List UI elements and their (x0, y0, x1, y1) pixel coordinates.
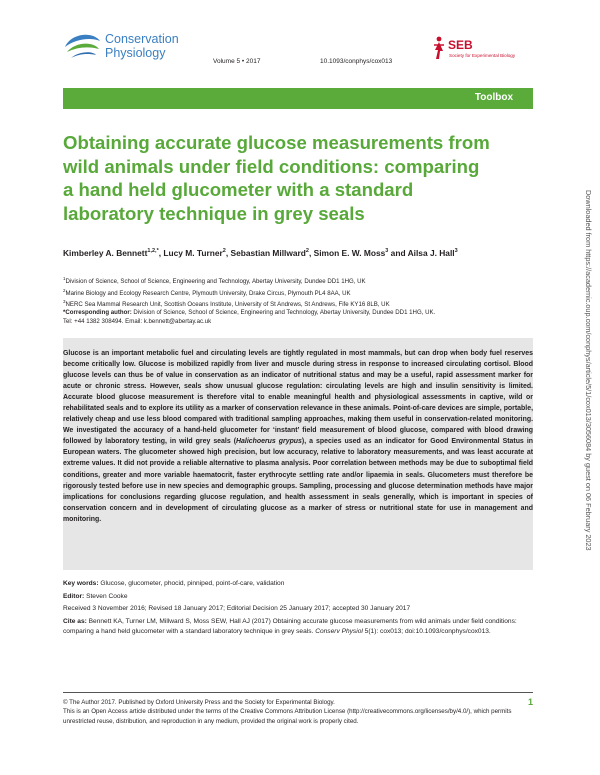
keywords-label: Key words: (63, 580, 99, 587)
seb-figure-icon (432, 36, 446, 60)
affiliations (63, 275, 533, 310)
title-line: Obtaining accurate glucose measurements from (63, 132, 490, 153)
affiliation: $^1$Division of Science, School of Science, Engineering and Technology, Abertay University, Dundee DD1 1HG, UK (63, 276, 366, 286)
affiliation: $^2$Marine Biology and Ecology Research Centre, Plymouth University, Drake Circus, Plymouth PL4 8AA, UK (63, 287, 351, 297)
title-line: laboratory technique in grey seals (63, 202, 365, 224)
author-list: Kimberley A. Bennett$^{1,2,*}$, Lucy M. Turner$^2$, Sebastian Millward$^2$, Simon E. W. Moss$^3$ and Ailsa J. Hall$^3$ (63, 248, 458, 258)
seb-name: Society for Experimental Biology (449, 53, 516, 58)
author-name[interactable]: Lucy M. Turner (163, 248, 223, 258)
author-sup: 2 (305, 248, 309, 255)
corresponding-address: Division of Science, School of Science, Engineering and Technology, Abertay University, Dundee DD1 1HG, UK. (131, 309, 436, 316)
author-sup: 2 (222, 248, 226, 255)
corresponding-contact[interactable]: Tel: +44 1382 308494. Email: k.bennett@abertay.ac.uk (63, 317, 212, 325)
page-number: 1 (528, 697, 534, 707)
author-name[interactable]: Ailsa J. Hall (407, 248, 455, 258)
side-note (581, 190, 595, 650)
cite-journal: Conserv Physiol (315, 628, 363, 636)
license[interactable]: This is an Open Access article distributed under the terms of the Creative Commons Attribution License (http://creativecommons.org/licenses/by/4.0/), which permits unrestricted reuse, distribution, and reproduction in any medium, provided the original work is properly cited. (63, 708, 512, 725)
article-dates: Received 3 November 2016; Revised 18 January 2017; Editorial Decision 25 January 2017; accepted 30 January 2017 (63, 605, 411, 612)
cite-rest: 5(1): cox013; doi:10.1093/conphys/cox013. (362, 628, 491, 636)
title-line: a hand held glucometer with a standard (63, 179, 414, 200)
cite-text: Bennett KA, Turner LM, Millward S, Moss SEW, Hall AJ (2017) Obtaining accurate glucose measurements from wild animals under field conditions: comparing a hand held glucometer with a standard laboratory technique in grey seals. (63, 618, 517, 636)
author-sup: 1,2,* (147, 248, 159, 255)
keywords-text: Glucose, glucometer, phocid, pinniped, point-of-care, validation (98, 580, 285, 587)
seb-logo[interactable] (432, 34, 542, 64)
copyright: © The Author 2017. Published by Oxford University Press and the Society for Experimental Biology. (63, 699, 335, 706)
author-name[interactable]: Kimberley A. Bennett (63, 248, 148, 258)
keywords (63, 579, 533, 589)
journal-logo[interactable] (63, 27, 203, 67)
globe-logo-icon (63, 27, 103, 65)
cite-label: Cite as: (63, 618, 87, 625)
section-label: Toolbox (474, 92, 513, 103)
section-banner (63, 88, 533, 109)
editor-label: Editor: (63, 593, 85, 600)
editor-name: Steven Cooke (84, 593, 128, 600)
journal-name-line1: Conservation (105, 32, 179, 46)
journal-name-line2: Physiology (105, 46, 166, 60)
article-title (63, 131, 533, 225)
corresponding-label: *Corresponding author: (63, 309, 132, 316)
title-line: wild animals under field conditions: comparing (63, 155, 480, 177)
seb-abbr: SEB (448, 38, 473, 52)
corresponding-author (63, 309, 533, 326)
footer (63, 698, 518, 726)
author-name[interactable]: Simon E. W. Moss (313, 248, 386, 258)
editor (63, 592, 533, 602)
species-name: Halichoerus grypus (236, 438, 302, 446)
author-name[interactable]: Sebastian Millward (230, 248, 306, 258)
doi-label[interactable]: 10.1093/conphys/cox013 (320, 58, 393, 65)
author-sup: 3 (454, 248, 458, 255)
volume-label: Volume 5 • 2017 (213, 58, 261, 65)
affiliation: $^3$NERC Sea Mammal Research Unit, Scottish Oceans Institute, University of St Andrews, St Andrews, Fife KY16 8LB, UK (63, 299, 390, 309)
citation (63, 617, 533, 637)
abstract-text: Glucose is an important metabolic fuel and circulating levels are tightly regulated in most mammals, but can drop when body fuel reserves become critically low. Glucose is mobilized rapidly from liver and muscle during stress in response to increased circulating cortisol. Blood glucose levels can thus be of value in conservation as an indicator of nutritional status and may be a useful, rapid assessment marker for acute or chronic stress. However, seals show unusual glucose regulation: circulating levels are high and insulin sensitivity is limited. Accurate blood glucose measurement is therefore vital to enable meaningful health and physiological assessments in captive, wild or rehabilitated seals and to explore its utility as a marker of conservation relevance in these animals. Point-of-care devices are simple, portable, relatively cheap and use less blood compared with traditional sampling approaches, making them useful in conservation-related monitoring. We investigated the accuracy of a hand-held glucometer for ‘instant’ field measurement of blood glucose, compared with blood drawing followed by laboratory testing, in wild grey seals (Halichoerus grypus), a species used as an indicator for Good Environmental Status in European waters. The glucometer showed high precision, but low accuracy, relative to laboratory measurements, and was least accurate at extreme values. It did not provide a reliable alternative to plasma analysis. Poor correlation between methods may be due to suboptimal field conditions, greater and more variable haematocrit, faster erythrocyte settling rate and/or lipaemia in seals. Glucometers must therefore be rigorously tested before use in new species and demographic groups. Sampling, processing and glucose determination methods have major implications for conclusions regarding glucose regulation, and health assessment in seals generally, which is important in species of conservation concern and in development of circulating glucose as a marker of stress or nutritional state for use in management and monitoring. (63, 350, 533, 523)
download-note[interactable]: Downloaded from https://academic.oup.com/conphys/article/5/1/cox013/3056084 by guest on 06 February 2023 (584, 190, 593, 551)
footer-divider (63, 692, 533, 693)
author-sup: 3 (385, 248, 389, 255)
